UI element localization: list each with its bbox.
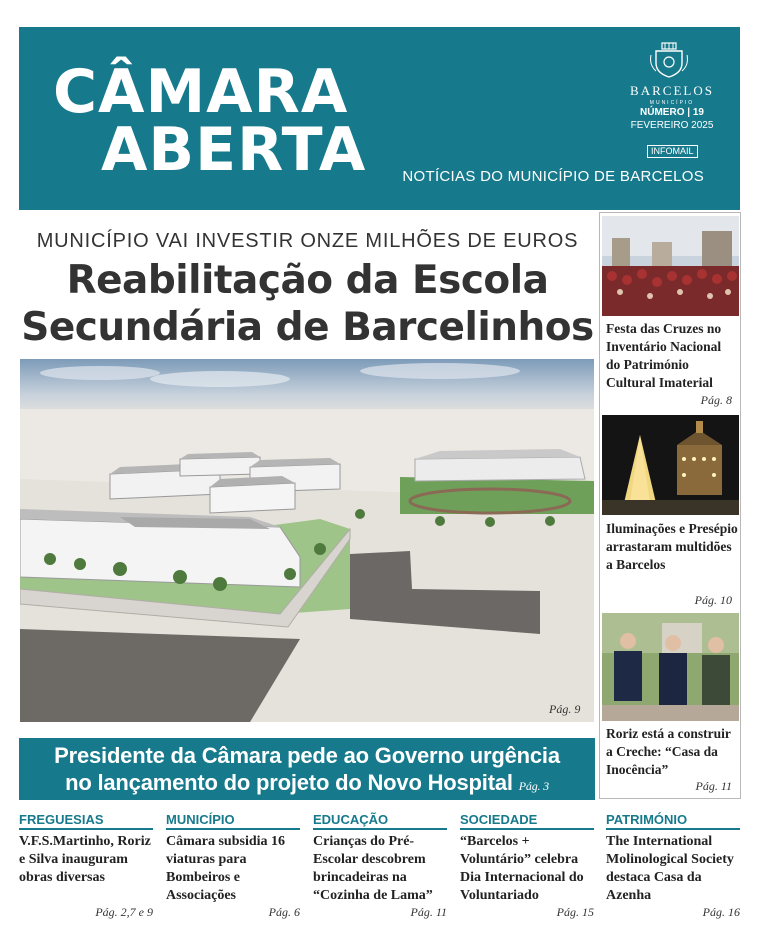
section-text: Crianças do Pré-Escolar descobrem brincadeiras na “Cozinha de Lama” bbox=[313, 834, 433, 903]
christmas-lights-photo[interactable] bbox=[602, 415, 739, 515]
section-label: PATRIMÓNIO bbox=[606, 812, 740, 830]
section-page-ref: Pág. 6 bbox=[268, 905, 300, 919]
section-sociedade[interactable] bbox=[460, 812, 594, 919]
issue-number: NÚMERO | 19 bbox=[640, 107, 704, 118]
section-page-ref: Pág. 11 bbox=[410, 905, 447, 919]
hospital-banner[interactable] bbox=[19, 738, 595, 800]
brand-name: BARCELOS bbox=[630, 83, 714, 98]
lead-kicker: MUNICÍPIO VAI INVESTIR ONZE MILHÕES DE EUROS bbox=[36, 230, 579, 252]
section-freguesias[interactable] bbox=[19, 812, 153, 919]
sidebar-caption-1[interactable]: Festa das Cruzes no Inventário Nacional do Património Cultural Imaterial bbox=[606, 321, 722, 390]
section-patrimonio[interactable] bbox=[606, 812, 740, 919]
sidebar-caption-2[interactable]: Iluminações e Presépio arrastaram multidões a Barcelos bbox=[606, 521, 738, 572]
school-rendering-image[interactable] bbox=[20, 359, 594, 722]
barcelos-crest-icon bbox=[648, 41, 690, 79]
section-text: V.F.S.Martinho, Roriz e Silva inauguram obras diversas bbox=[19, 834, 151, 885]
logo-line2: ABERTA bbox=[101, 115, 367, 185]
banner-page-ref: Pág. 3 bbox=[518, 779, 549, 793]
infomail-badge: INFOMAIL bbox=[647, 145, 698, 158]
section-text: Câmara subsidia 16 viaturas para Bombeiros e Associações bbox=[166, 834, 286, 903]
section-text: “Barcelos + Voluntário” celebra Dia Internacional do Voluntariado bbox=[460, 834, 584, 903]
section-label: MUNICÍPIO bbox=[166, 812, 300, 830]
section-page-ref: Pág. 16 bbox=[702, 905, 740, 919]
tagline: NOTÍCIAS DO MUNICÍPIO DE BARCELOS bbox=[402, 168, 704, 185]
brand-sub: MUNICÍPIO bbox=[649, 100, 695, 106]
festa-cruzes-photo[interactable] bbox=[602, 216, 739, 316]
lead-headline-line1: Reabilitação da Escola bbox=[66, 258, 549, 303]
sidebar-page-3: Pág. 11 bbox=[695, 779, 732, 793]
logo-line1: CÂMARA bbox=[53, 57, 349, 127]
lead-page-ref: Pág. 9 bbox=[549, 702, 581, 716]
section-label: SOCIEDADE bbox=[460, 812, 594, 830]
section-educacao[interactable] bbox=[313, 812, 447, 919]
section-text: The International Molinological Society destaca Casa da Azenha bbox=[606, 834, 734, 903]
sidebar-page-2: Pág. 10 bbox=[694, 593, 732, 607]
publication-logo bbox=[53, 57, 367, 185]
masthead bbox=[19, 27, 740, 210]
banner-line1: Presidente da Câmara pede ao Governo urgência bbox=[54, 743, 560, 768]
banner-line2: no lançamento do projeto do Novo Hospital bbox=[65, 770, 513, 795]
lead-headline[interactable] bbox=[19, 257, 596, 351]
banner-line2-wrap bbox=[19, 769, 595, 800]
municipality-brand bbox=[617, 83, 727, 106]
sidebar-caption-3[interactable]: Roriz está a construir a Creche: “Casa da Inocência” bbox=[606, 726, 731, 777]
issue-date: FEVEREIRO 2025 bbox=[630, 120, 714, 131]
issue-info bbox=[617, 106, 727, 132]
sidebar-stories bbox=[599, 212, 741, 799]
section-page-ref: Pág. 2,7 e 9 bbox=[95, 905, 153, 919]
section-municipio[interactable] bbox=[166, 812, 300, 919]
creche-visit-photo[interactable] bbox=[602, 613, 739, 721]
lead-headline-line2: Secundária de Barcelinhos bbox=[21, 305, 594, 350]
section-label: FREGUESIAS bbox=[19, 812, 153, 830]
section-label: EDUCAÇÃO bbox=[313, 812, 447, 830]
sidebar-page-1: Pág. 8 bbox=[700, 393, 732, 407]
section-page-ref: Pág. 15 bbox=[556, 905, 594, 919]
